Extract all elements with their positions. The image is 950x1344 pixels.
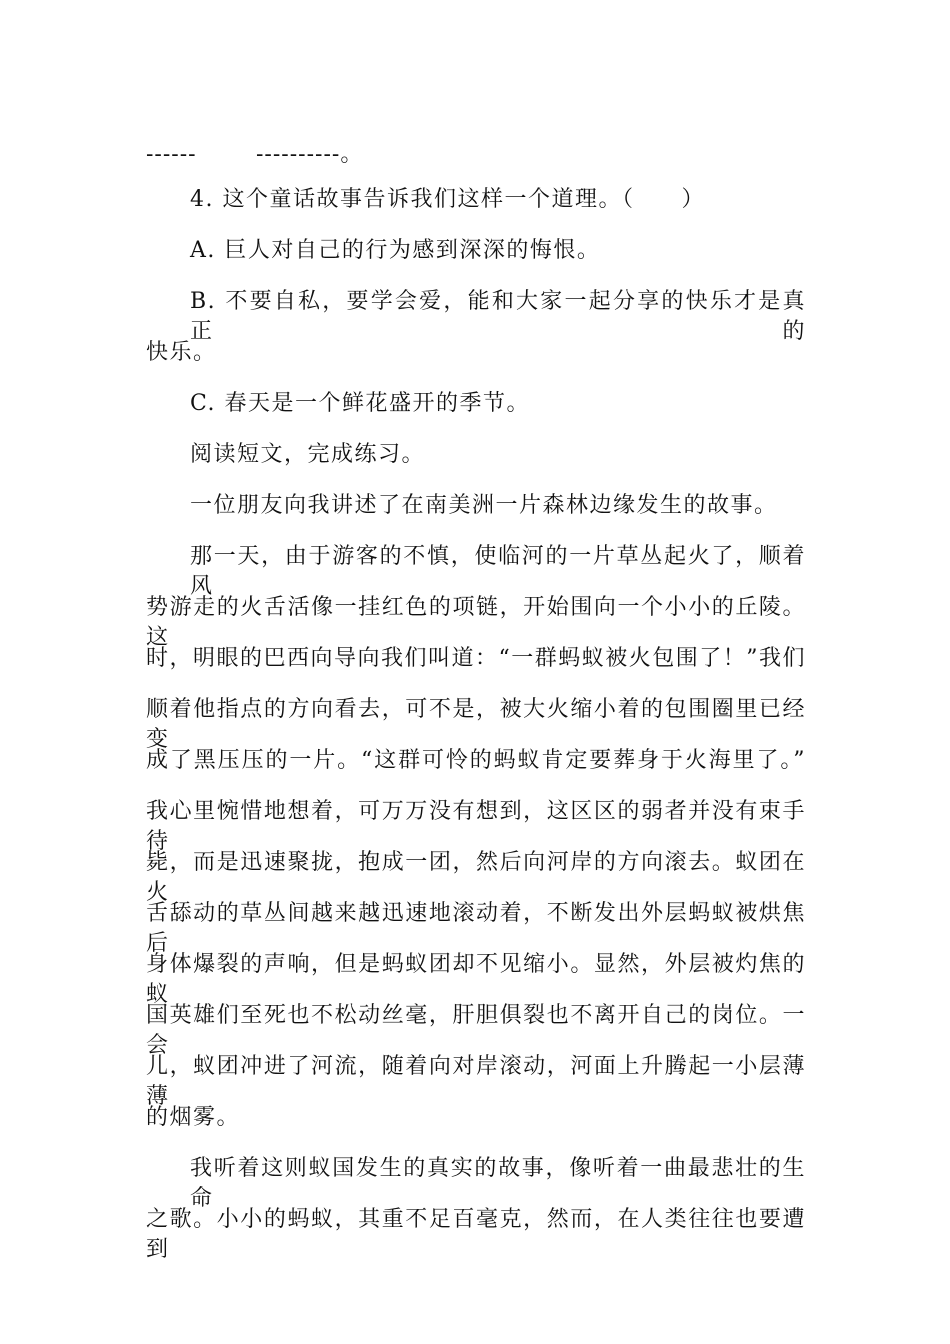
question-4-option-b-line-1: B. 不要自私，要学会爱，能和大家一起分享的快乐才是真正的	[190, 289, 806, 344]
reading-intro: 一位朋友向我讲述了在南美洲一片森林边缘发生的故事。	[190, 493, 778, 518]
paragraph-1-line: 的烟雾。	[146, 1105, 241, 1130]
paragraph-1-line: 毙，而是迅速聚拢，抱成一团，然后向河岸的方向滚去。蚁团在火	[146, 850, 806, 905]
paragraph-1-line: 我心里惋惜地想着，可万万没有想到，这区区的弱者并没有束手待	[146, 799, 806, 854]
answer-blank-b: ----------。	[256, 142, 364, 167]
paragraph-1-line: 顺着他指点的方向看去，可不是，被大火缩小着的包围圈里已经变	[146, 697, 806, 752]
paragraph-1-line: 势游走的火舌活像一挂红色的项链，开始围向一个小小的丘陵。这	[146, 595, 806, 650]
paragraph-1-line: 儿，蚁团冲进了河流，随着向对岸滚动，河面上升腾起一小层薄薄	[146, 1054, 806, 1109]
paragraph-1-line: 那一天，由于游客的不慎，使临河的一片草丛起火了，顺着风	[190, 544, 806, 599]
paragraph-1-line: 国英雄们至死也不松动丝毫，肝胆俱裂也不离开自己的岗位。一会	[146, 1003, 806, 1058]
reading-instruction: 阅读短文，完成练习。	[190, 442, 426, 467]
paragraph-1-line: 身体爆裂的声响，但是蚂蚁团却不见缩小。显然，外层被灼焦的蚁	[146, 952, 806, 1007]
paragraph-1-line: 成了黑压压的一片。“这群可怜的蚂蚁肯定要葬身于火海里了。”	[146, 748, 806, 773]
question-4-option-a: A. 巨人对自己的行为感到深深的悔恨。	[190, 238, 601, 263]
paragraph-2-line: 之歌。小小的蚂蚁，其重不足百毫克，然而，在人类往往也要遭到	[146, 1207, 806, 1262]
question-4-stem: 4. 这个童话故事告诉我们这样一个道理。（ ）	[190, 187, 705, 212]
paragraph-1-line: 时，明眼的巴西向导向我们叫道：“一群蚂蚁被火包围了！”我们	[146, 646, 806, 671]
paragraph-1-line: 舌舔动的草丛间越来越迅速地滚动着，不断发出外层蚂蚁被烘焦后	[146, 901, 806, 956]
question-4-option-b-line-2: 快乐。	[146, 340, 217, 365]
paragraph-2-line: 我听着这则蚁国发生的真实的故事，像听着一曲最悲壮的生命	[190, 1156, 806, 1211]
answer-blank-a: ------	[146, 142, 197, 167]
question-4-option-c: C. 春天是一个鲜花盛开的季节。	[190, 391, 531, 416]
